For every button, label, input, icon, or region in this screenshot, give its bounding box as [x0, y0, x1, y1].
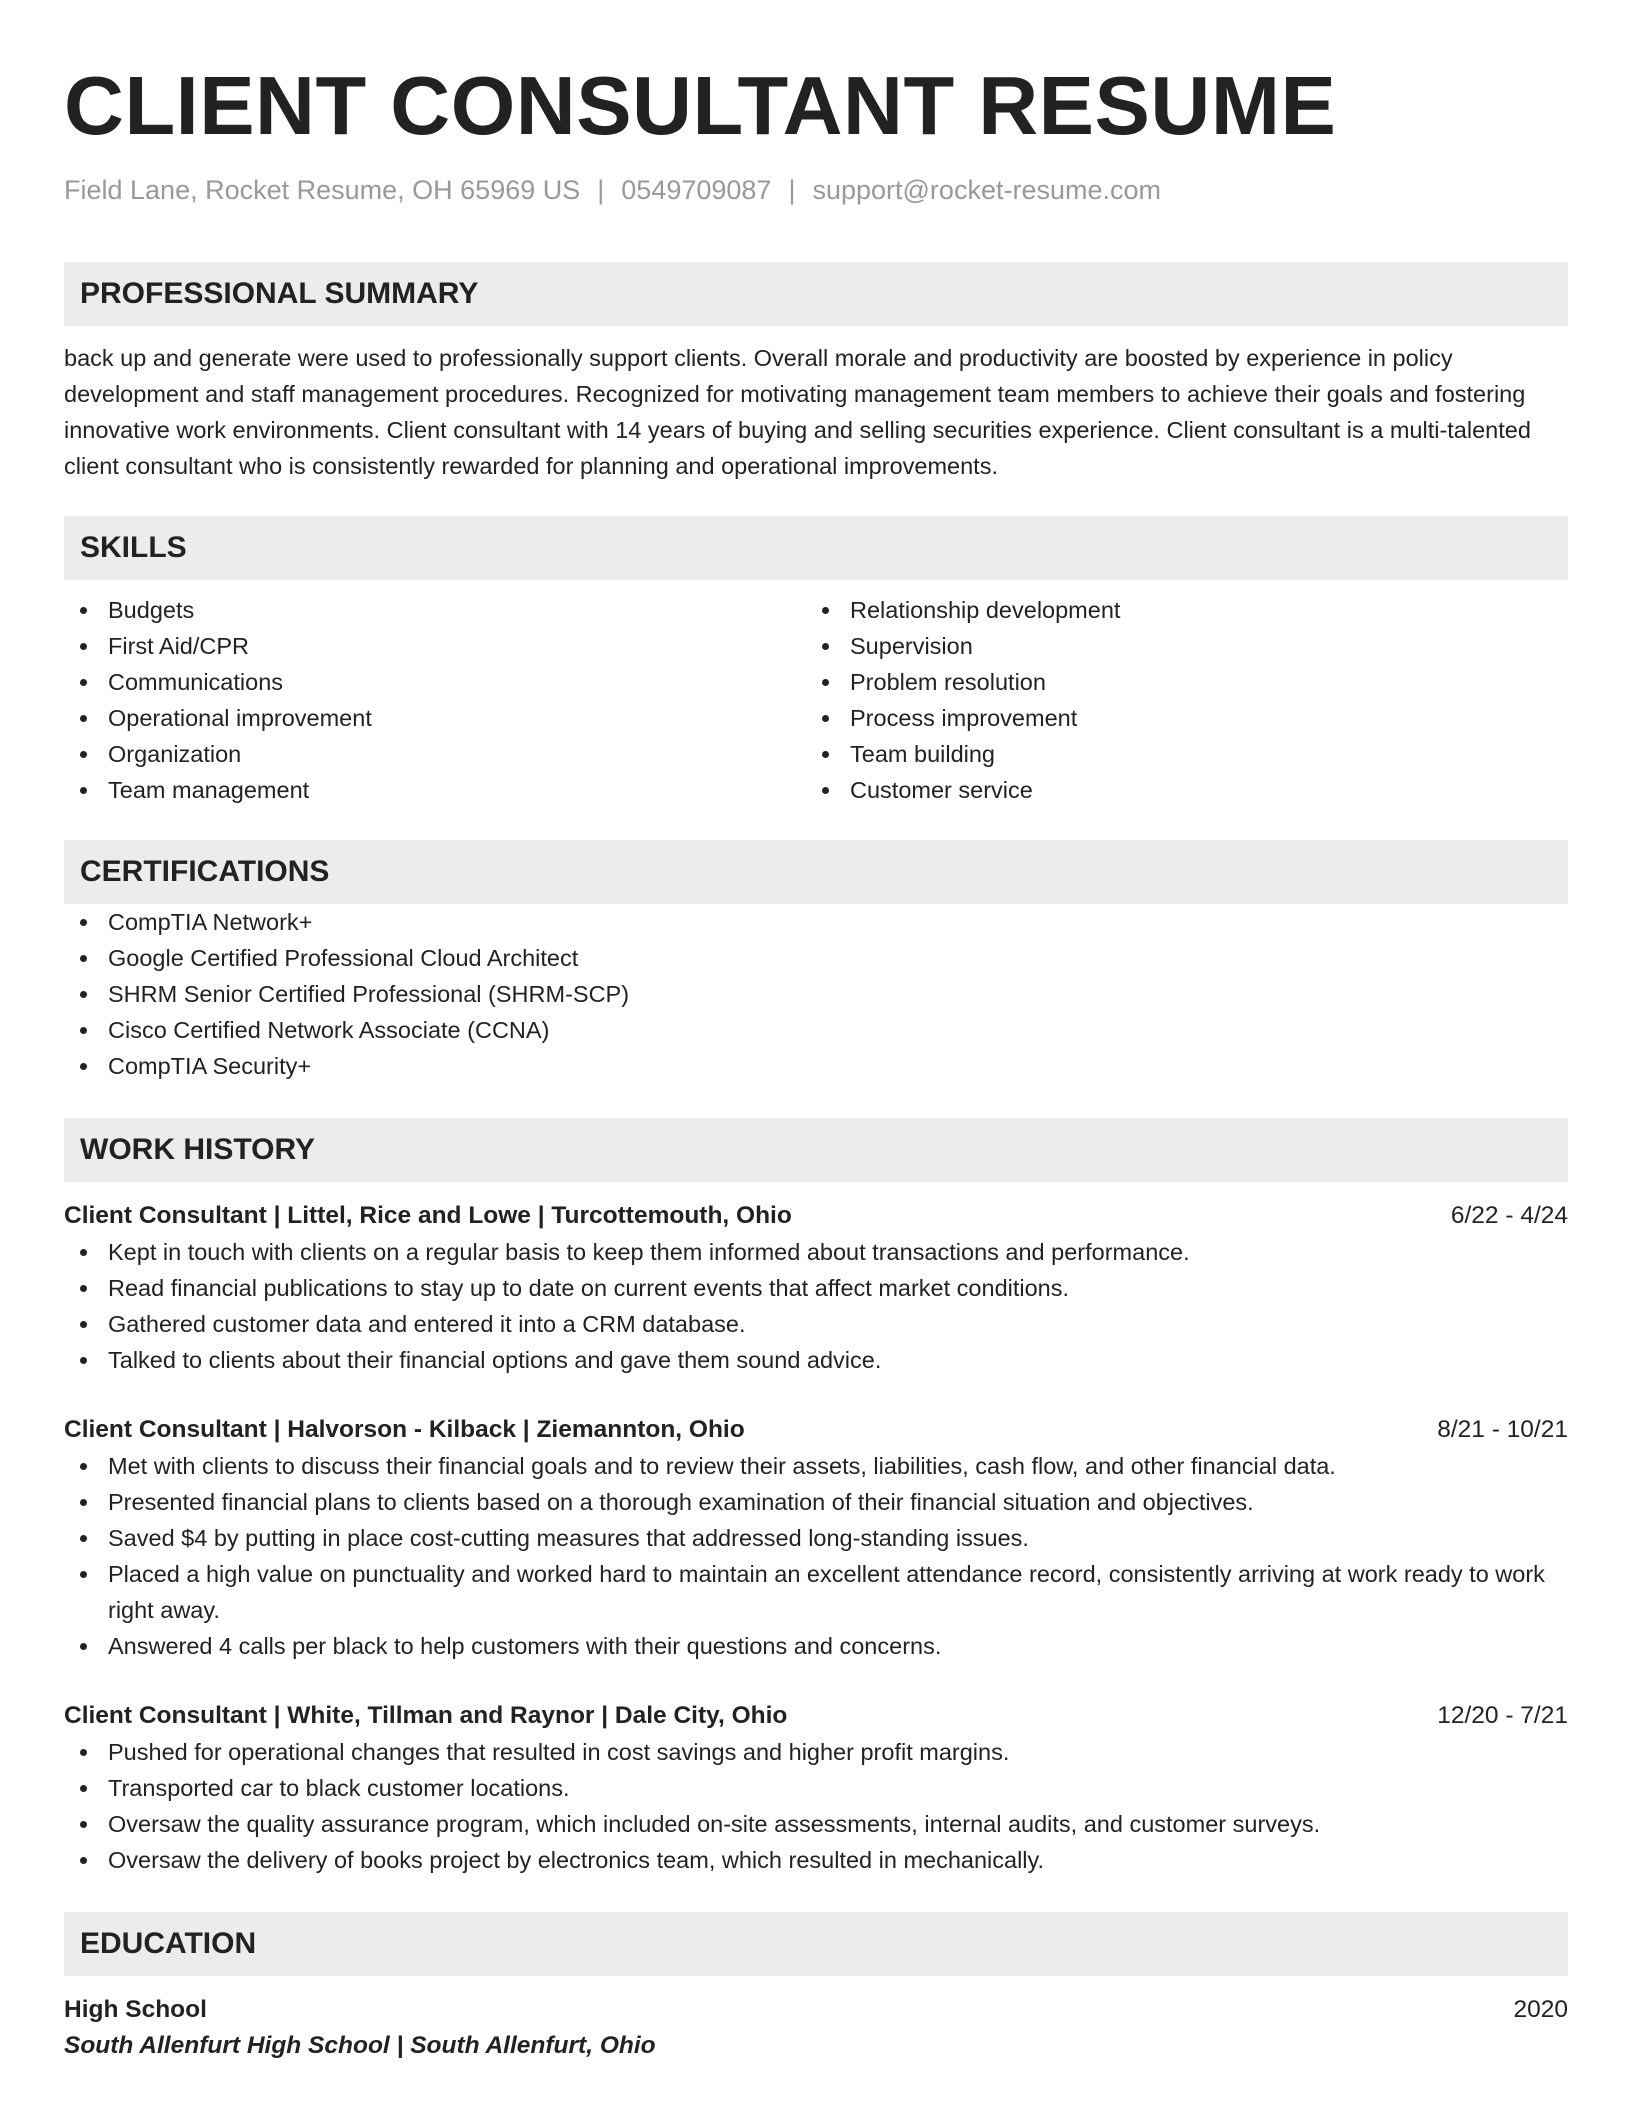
job-title: Client Consultant | Halvorson - Kilback | Ziemannton, Ohio: [64, 1416, 745, 1443]
skill-item: Budgets: [64, 592, 806, 628]
section-header-work-history: WORK HISTORY: [64, 1118, 1568, 1182]
job-dates: 6/22 - 4/24: [1450, 1202, 1568, 1229]
section-header-education: EDUCATION: [64, 1912, 1568, 1976]
job-dates: 12/20 - 7/21: [1437, 1702, 1568, 1729]
job-dates: 8/21 - 10/21: [1437, 1416, 1568, 1443]
contact-separator: |: [788, 175, 796, 205]
section-header-certifications: CERTIFICATIONS: [64, 840, 1568, 904]
job-bullet: Oversaw the quality assurance program, which included on-site assessments, internal audits, and customer surveys.: [64, 1806, 1568, 1842]
resume-page: [64, 56, 1568, 2064]
skill-item: Operational improvement: [64, 700, 806, 736]
education-year: 2020: [1513, 1996, 1568, 2023]
skill-item: Process improvement: [806, 700, 1548, 736]
job-entry: [64, 1698, 1568, 1878]
education-header: [64, 1992, 1568, 2028]
job-bullets: [64, 1734, 1568, 1878]
education-entry: [64, 1992, 1568, 2064]
job-bullet: Gathered customer data and entered it into a CRM database.: [64, 1306, 1568, 1342]
job-header: [64, 1698, 1568, 1734]
certifications-list: [64, 904, 1568, 1084]
contact-phone: 0549709087: [621, 175, 772, 205]
job-bullet: Met with clients to discuss their financial goals and to review their assets, liabilities, cash flow, and other financial data.: [64, 1448, 1568, 1484]
skills-list: [64, 592, 1568, 808]
contact-address: Field Lane, Rocket Resume, OH 65969 US: [64, 175, 581, 205]
certification-item: CompTIA Network+: [64, 904, 1568, 940]
contact-line: [64, 172, 1568, 208]
certification-item: CompTIA Security+: [64, 1048, 1568, 1084]
certification-item: SHRM Senior Certified Professional (SHRM-SCP): [64, 976, 1568, 1012]
job-bullet: Oversaw the delivery of books project by electronics team, which resulted in mechanically.: [64, 1842, 1568, 1878]
education-degree: High School: [64, 1996, 207, 2023]
skill-item: Organization: [64, 736, 806, 772]
section-header-summary: PROFESSIONAL SUMMARY: [64, 262, 1568, 326]
job-header: [64, 1198, 1568, 1234]
job-entry: [64, 1198, 1568, 1378]
skills-column-right: [806, 592, 1548, 808]
job-bullet: Kept in touch with clients on a regular basis to keep them informed about transactions and performance.: [64, 1234, 1568, 1270]
contact-email: support@rocket-resume.com: [812, 175, 1161, 205]
job-bullet: Pushed for operational changes that resulted in cost savings and higher profit margins.: [64, 1734, 1568, 1770]
skill-item: Problem resolution: [806, 664, 1548, 700]
skill-item: Team management: [64, 772, 806, 808]
job-bullet: Saved $4 by putting in place cost-cutting measures that addressed long-standing issues.: [64, 1520, 1568, 1556]
skills-column-left: [64, 592, 806, 808]
skill-item: Team building: [806, 736, 1548, 772]
job-header: [64, 1412, 1568, 1448]
resume-title: CLIENT CONSULTANT RESUME: [64, 59, 1337, 152]
summary-text: back up and generate were used to professionally support clients. Overall morale and productivity are boosted by experience in policy development and staff management procedures. Recognized for motivating management team members to achieve their goals and fostering innovative work environments. Client consultant with 14 years of buying and selling securities experience. Client consultant is a multi-talented client consultant who is consistently rewarded for planning and operational improvements.: [64, 345, 1531, 479]
contact-separator: |: [597, 175, 605, 205]
certification-item: Google Certified Professional Cloud Architect: [64, 940, 1568, 976]
certification-item: Cisco Certified Network Associate (CCNA): [64, 1012, 1568, 1048]
skill-item: Relationship development: [806, 592, 1548, 628]
job-bullet: Talked to clients about their financial options and gave them sound advice.: [64, 1342, 1568, 1378]
job-bullet: Placed a high value on punctuality and worked hard to maintain an excellent attendance record, consistently arriving at work ready to work right away.: [64, 1556, 1568, 1628]
job-bullet: Answered 4 calls per black to help customers with their questions and concerns.: [64, 1628, 1568, 1664]
job-title: Client Consultant | Littel, Rice and Lowe | Turcottemouth, Ohio: [64, 1202, 792, 1229]
skill-item: First Aid/CPR: [64, 628, 806, 664]
job-bullet: Read financial publications to stay up to date on current events that affect market conditions.: [64, 1270, 1568, 1306]
section-header-skills: SKILLS: [64, 516, 1568, 580]
job-entry: [64, 1412, 1568, 1664]
skill-item: Supervision: [806, 628, 1548, 664]
job-title: Client Consultant | White, Tillman and Raynor | Dale City, Ohio: [64, 1702, 788, 1729]
job-bullets: [64, 1234, 1568, 1378]
job-bullets: [64, 1448, 1568, 1664]
job-bullet: Transported car to black customer locations.: [64, 1770, 1568, 1806]
skill-item: Communications: [64, 664, 806, 700]
skill-item: Customer service: [806, 772, 1548, 808]
job-bullet: Presented financial plans to clients based on a thorough examination of their financial situation and objectives.: [64, 1484, 1568, 1520]
education-school: South Allenfurt High School | South Allenfurt, Ohio: [64, 2032, 656, 2059]
